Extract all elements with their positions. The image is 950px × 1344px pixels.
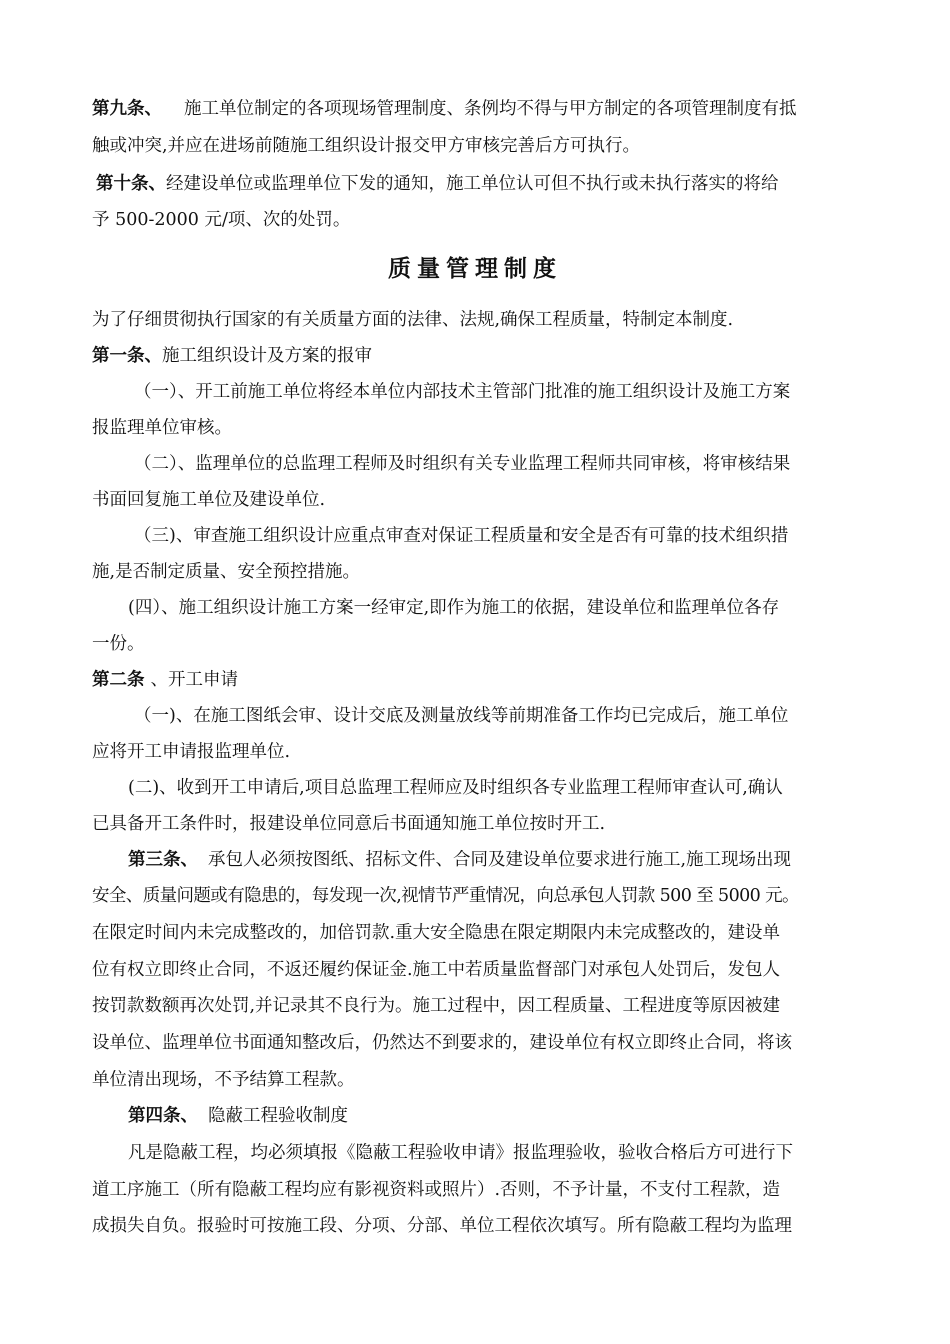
article-4-title: 隐蔽工程验收制度	[208, 1106, 348, 1126]
article-1-item-2-line-2: 书面回复施工单位及建设单位.	[92, 490, 326, 510]
article-1-heading: 第一条、	[92, 346, 162, 366]
article-3-line-1	[128, 848, 791, 872]
article-1-item-3-line-2: 施,是否制定质量、安全预控措施。	[92, 562, 361, 582]
article-2-item-1-line-1: （一)、在施工图纸会审、设计交底及测量放线等前期准备工作均已完成后，施工单位	[134, 706, 789, 726]
article-1-item-4-line-1: (四）、施工组织设计施工方案一经审定,即作为施工的依据，建设单位和监理单位各存	[128, 598, 780, 618]
article-3-line-3: 在限定时间内未完成整改的，加倍罚款.重大安全隐患在限定期限内未完成整改的，建设单	[92, 923, 781, 943]
article-4-heading: 第四条、	[128, 1106, 198, 1126]
article-2-title: 、开工申请	[150, 670, 238, 690]
article-1-item-4-line-2: 一份。	[92, 634, 145, 654]
article-1-item-1-line-2: 报监理单位审核。	[92, 418, 232, 438]
article-10-line-1	[96, 172, 779, 196]
article-3-line-7: 单位清出现场，不予结算工程款。	[92, 1070, 355, 1090]
article-3-line-4: 位有权立即终止合同，不返还履约保证金.施工中若质量监督部门对承包人处罚后，发包人	[92, 960, 781, 980]
article-1-item-2-line-1: （二）、监理单位的总监理工程师及时组织有关专业监理工程师共同审核，将审核结果	[134, 454, 791, 474]
article-1-title: 施工组织设计及方案的报审	[162, 346, 372, 366]
article-4-line-1: 凡是隐蔽工程，均必须填报《隐蔽工程验收申请》报监理验收，验收合格后方可进行下	[128, 1143, 793, 1163]
article-9-heading: 第九条、	[92, 99, 162, 119]
article-3-text-1: 承包人必须按图纸、招标文件、合同及建设单位要求进行施工,施工现场出现	[208, 850, 792, 870]
section-title: 质量管理制度	[388, 256, 562, 282]
article-4-heading-line	[128, 1104, 348, 1128]
article-3-line-2: 安全、质量问题或有隐患的，每发现一次,视情节严重情况，向总承包人罚款 500 至 5000 元。	[92, 886, 799, 906]
article-2-item-2-line-1: (二)、收到开工申请后,项目总监理工程师应及时组织各专业监理工程师审查认可,确认	[128, 778, 783, 798]
preamble: 为了仔细贯彻执行国家的有关质量方面的法律、法规,确保工程质量，特制定本制度.	[92, 310, 734, 330]
article-2-heading: 第二条	[92, 670, 145, 690]
article-9-line-1	[92, 97, 797, 121]
article-3-line-5: 按罚款数额再次处罚,并记录其不良行为。施工过程中，因工程质量、工程进度等原因被建	[92, 996, 781, 1016]
article-9-line-2: 触或冲突,并应在进场前随施工组织设计报交甲方审核完善后方可执行。	[92, 136, 641, 156]
article-10-line-2: 予 500-2000 元/项、次的处罚。	[92, 210, 351, 230]
article-9-text-1: 施工单位制定的各项现场管理制度、条例均不得与甲方制定的各项管理制度有抵	[184, 99, 797, 119]
article-2-item-2-line-2: 已具备开工条件时，报建设单位同意后书面通知施工单位按时开工.	[92, 814, 606, 834]
article-4-line-2: 道工序施工（所有隐蔽工程均应有影视资料或照片）.否则，不予计量，不支付工程款，造	[92, 1180, 781, 1200]
article-3-heading: 第三条、	[128, 850, 198, 870]
article-1-item-1-line-1: （一）、开工前施工单位将经本单位内部技术主管部门批准的施工组织设计及施工方案	[134, 382, 791, 402]
article-2-item-1-line-2: 应将开工申请报监理单位.	[92, 742, 291, 762]
article-1-item-3-line-1: （三)、审查施工组织设计应重点审查对保证工程质量和安全是否有可靠的技术组织措	[134, 526, 789, 546]
article-3-line-6: 设单位、监理单位书面通知整改后，仍然达不到要求的，建设单位有权立即终止合同，将该	[92, 1033, 792, 1053]
article-1-heading-line	[92, 344, 372, 368]
article-2-heading-line	[92, 668, 238, 692]
article-10-text-1: 经建设单位或监理单位下发的通知，施工单位认可但不执行或未执行落实的将给	[166, 174, 779, 194]
article-4-line-3: 成损失自负。报验时可按施工段、分项、分部、单位工程依次填写。所有隐蔽工程均为监理	[92, 1216, 792, 1236]
article-10-heading: 第十条、	[96, 174, 166, 194]
